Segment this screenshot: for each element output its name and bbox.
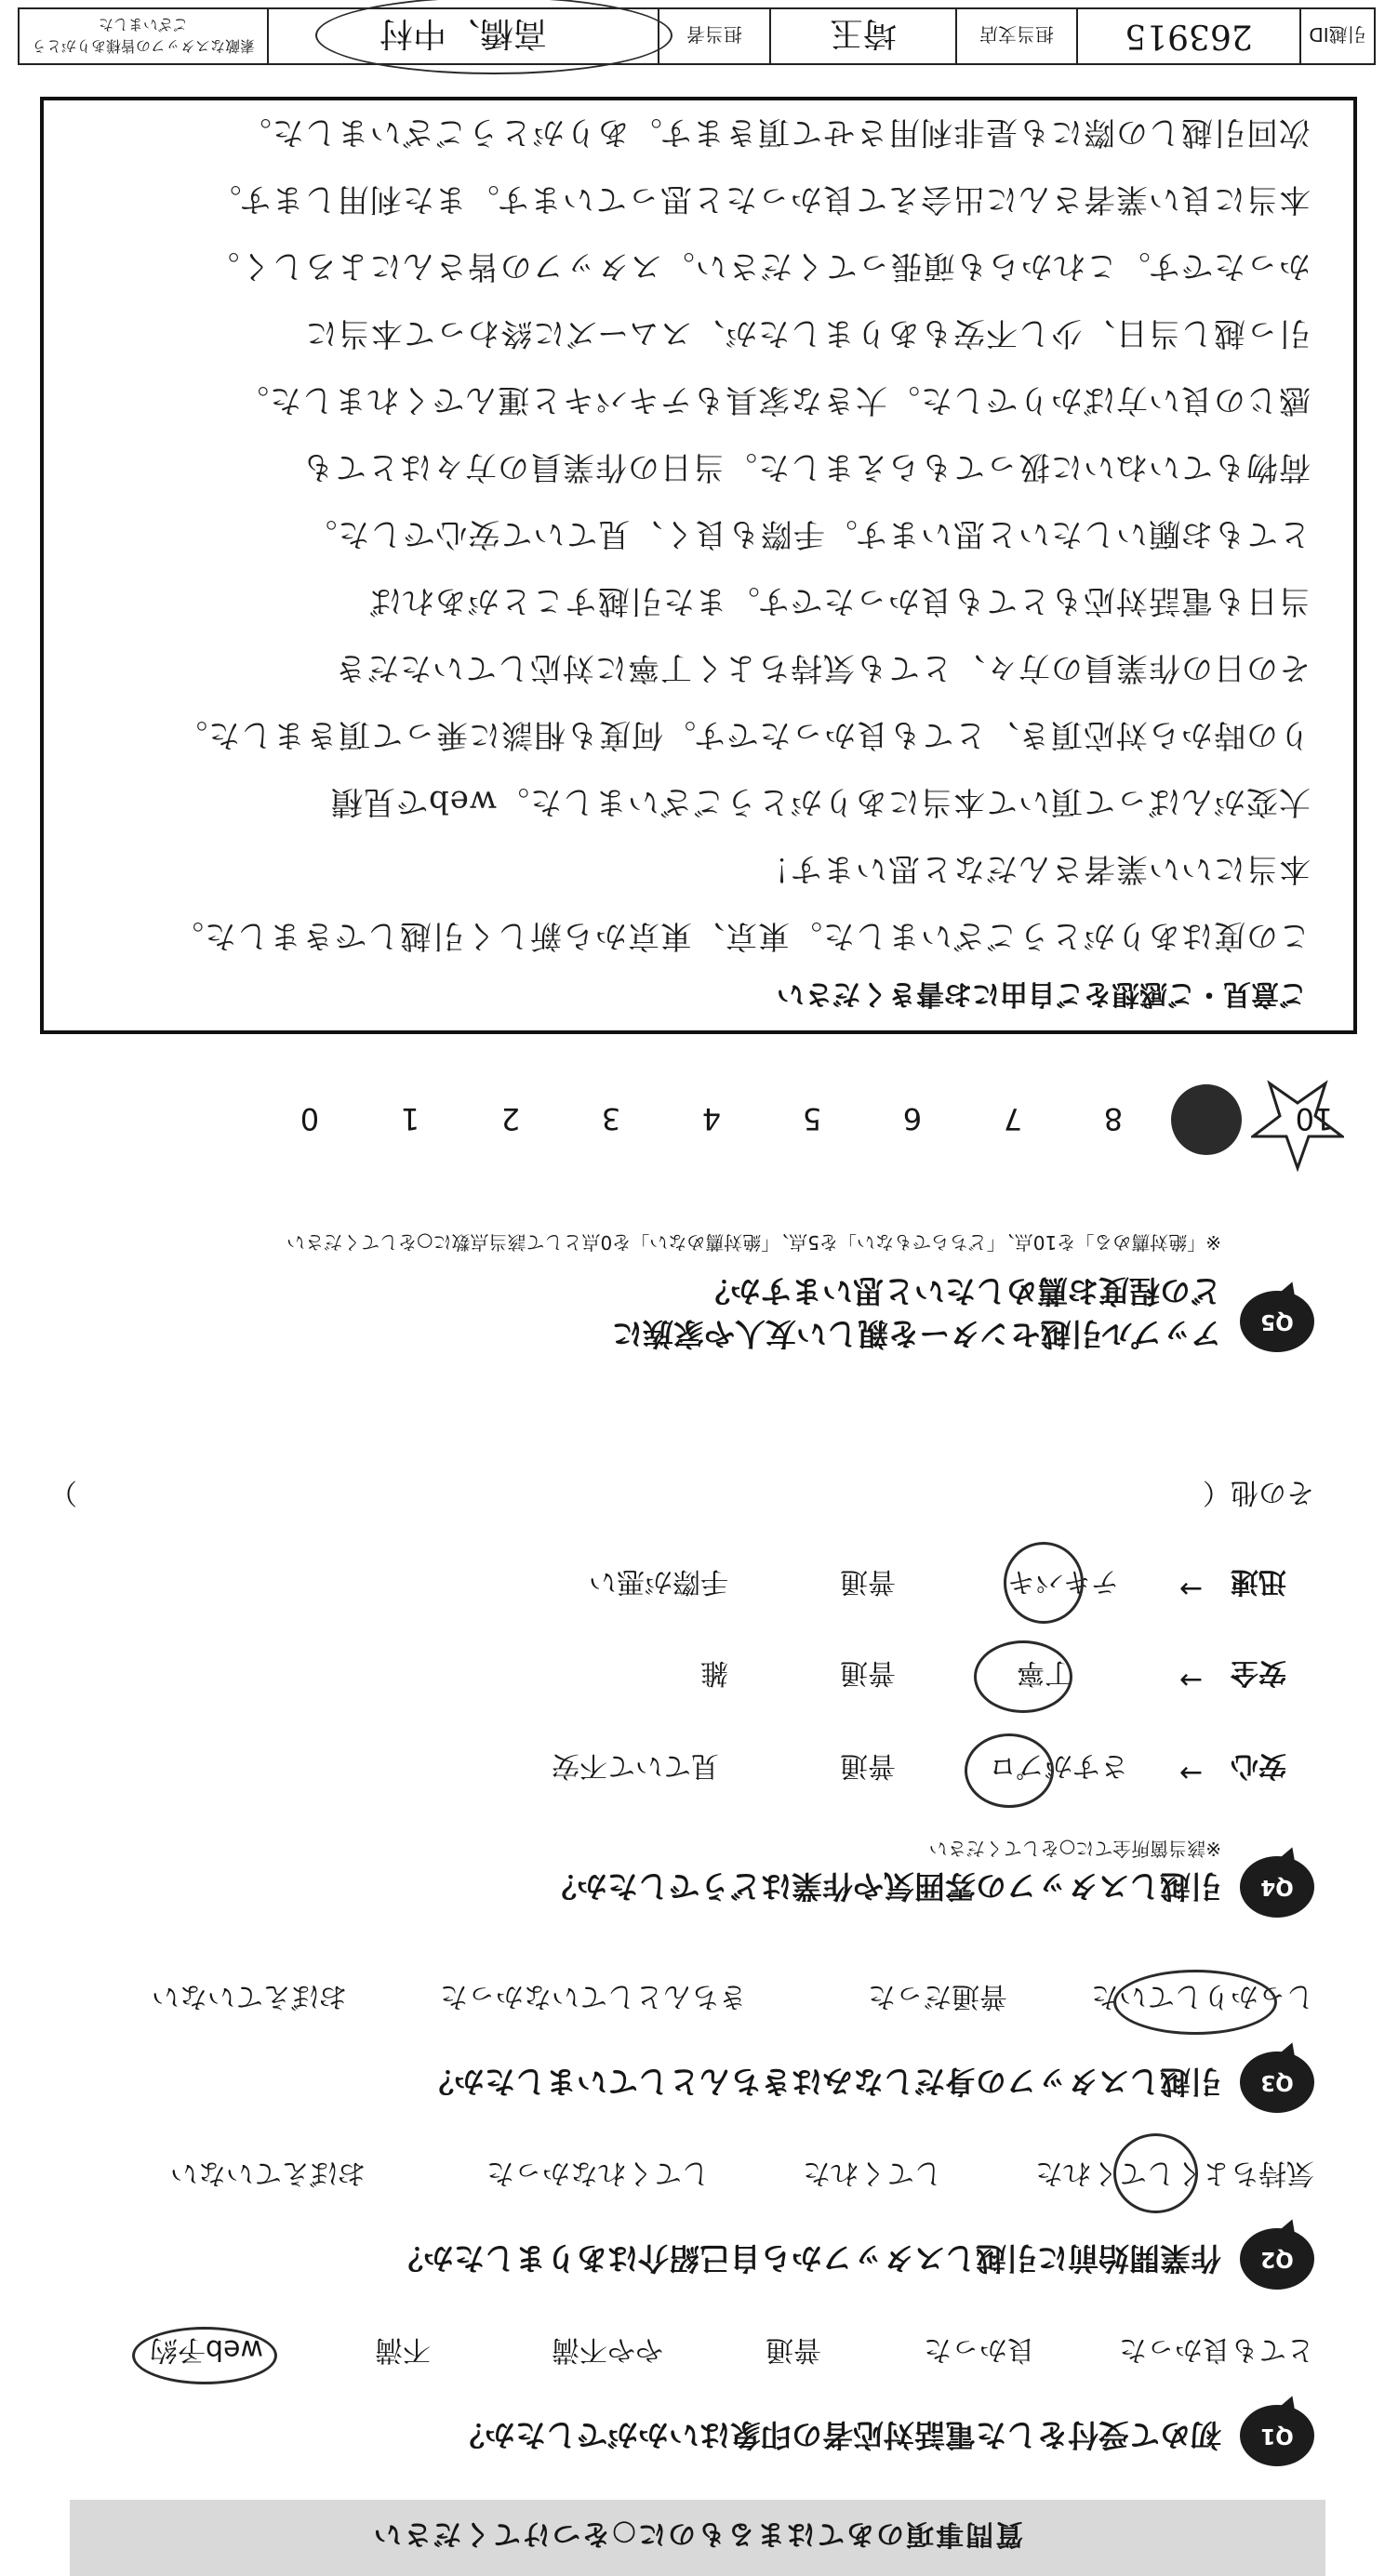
arrow-icon: → <box>1178 1573 1203 1605</box>
q5-scale-item[interactable]: 2 <box>500 1101 521 1136</box>
q1-option[interactable]: やや不満 <box>552 2333 663 2366</box>
q3-option[interactable]: きちんとしていなかった <box>440 1980 747 2012</box>
q2-question: 作業開始前に引越しスタッフから自己紹介はありましたか？ <box>393 2240 1221 2277</box>
q5-scale-item[interactable]: 8 <box>1103 1101 1124 1136</box>
q4-row-label: 安全 <box>1231 1656 1286 1689</box>
q5-scale-item[interactable]: 1 <box>400 1101 420 1136</box>
q3-option[interactable]: 普通だった <box>868 1980 1007 2012</box>
q4-other-label: その他（ <box>1203 1476 1314 1508</box>
move-id-value: 263915 <box>1076 9 1299 63</box>
q4-option[interactable]: 普通 <box>840 1749 896 1782</box>
comment-line: 本当に良い業者さんに出会えて良かったと思っています。また利用します。 <box>208 180 1311 218</box>
q5-scale-item[interactable]: 0 <box>300 1101 320 1136</box>
move-id-label: 引越ID <box>1299 9 1374 63</box>
answer-circle <box>132 2327 277 2384</box>
q2-option[interactable]: おぼえていない <box>170 2157 366 2189</box>
q1-option[interactable]: とても良かった <box>1119 2333 1314 2366</box>
comment-line: 引っ越し当日、少し不安もありましたが、スムーズに終わって本当に <box>304 314 1311 352</box>
q1-option[interactable]: 不満 <box>375 2333 431 2366</box>
branch-label: 担当支店 <box>955 9 1076 63</box>
q4-note: ※該当箇所全てに○をしてください <box>928 1838 1221 1860</box>
q4-row-label: 安心 <box>1231 1749 1286 1782</box>
q1-option[interactable]: 普通 <box>766 2333 821 2366</box>
q1-option[interactable]: 良かった <box>924 2333 1035 2366</box>
comment-line: その日の作業員の方々、とても気持ちよく丁寧に対応していただき <box>334 649 1311 686</box>
answer-circle <box>1113 2133 1198 2213</box>
arrow-icon: → <box>1178 1757 1203 1789</box>
instruction-text: 質問事項のあてはまるものに○をつけてください <box>371 2517 1024 2550</box>
comment-line: りの時から対応頂き、とても良かったです。何度も相談に乗って頂きました。 <box>175 716 1311 753</box>
q4-badge: Q4 <box>1240 1856 1314 1918</box>
branch-value: 埼玉 <box>769 9 955 63</box>
q5-scale-item[interactable]: 4 <box>701 1101 722 1136</box>
selected-score-mark <box>1171 1084 1242 1155</box>
star-icon <box>1251 1079 1344 1172</box>
person-label: 担当者 <box>658 9 769 63</box>
q4-option[interactable]: 普通 <box>840 1656 896 1689</box>
q4-option[interactable]: 手際が悪い <box>589 1565 728 1598</box>
comment-line: 本当にいい業者さんだなと思います！ <box>757 850 1311 887</box>
memo-note: 素敵なスタッフの皆様ありがとうございました <box>32 16 256 55</box>
comment-line: 荷物もていねいに扱ってもらえました。当日の作業員の方々はとても <box>301 448 1311 485</box>
q5-question-line2: どの程度お薦めしたいと思いますか？ <box>699 1273 1221 1309</box>
q5-scale-item[interactable]: 5 <box>802 1101 822 1136</box>
comment-line: 大変がんばって頂いて本当にありがとうございました。webで見積 <box>330 783 1311 820</box>
q5-note: ※「絶対薦める」を10点、「どちらでもない」を5点、「絶対薦めない」を0点として該当点数に○をしてください <box>286 1231 1221 1254</box>
comment-title: ご意見・ご感想をご自由にお書きください <box>777 977 1307 1010</box>
answer-circle <box>974 1640 1072 1713</box>
q4-question: 引越しスタッフの雰囲気や作業はどうでしたか？ <box>546 1868 1221 1905</box>
q4-option[interactable]: テキパキ <box>1007 1565 1119 1598</box>
q2-option[interactable]: 気持ちよくしてくれた <box>1035 2157 1314 2189</box>
q3-badge: Q3 <box>1240 2052 1314 2113</box>
answer-circle <box>965 1733 1054 1808</box>
person-value: 高橋、中村 <box>267 9 658 63</box>
q3-question: 引越しスタッフの身だしなみはきちんとしていましたか？ <box>423 2064 1221 2100</box>
q5-badge: Q5 <box>1240 1291 1314 1352</box>
q3-option[interactable]: おぼえていない <box>152 1980 347 2012</box>
q5-scale <box>87 1090 1334 1136</box>
comment-line: 次回引越しの際にも是非利用させて頂きます。ありがとうございました。 <box>238 113 1311 151</box>
comment-box <box>40 97 1357 1034</box>
q2-option[interactable]: してくれた <box>803 2157 942 2189</box>
q4-option[interactable]: 雑 <box>700 1656 728 1689</box>
comment-line: 感じの良い方ばかりでした。大きな家具もテキパキと運んでくれました。 <box>236 381 1311 418</box>
q4-row-label: 迅速 <box>1231 1565 1286 1598</box>
q3-option[interactable]: しっかりしていた <box>1091 1980 1314 2012</box>
comment-line: この度はありがとうございました。東京、東京から新しく引越しできました。 <box>171 917 1311 954</box>
comment-line: かったです。これからも頑張ってください。スタッフの皆さんによろしく。 <box>206 247 1311 285</box>
q1-badge: Q1 <box>1240 2405 1314 2466</box>
q1-option[interactable]: web予約 <box>149 2333 263 2366</box>
info-table <box>18 7 1376 65</box>
answer-circle <box>1004 1542 1084 1624</box>
arrow-icon: → <box>1178 1664 1203 1696</box>
q1-question: 初めて受付をした電話対応者の印象はいかがでしたか？ <box>454 2417 1221 2453</box>
answer-circle <box>1113 1970 1277 2035</box>
q5-question-line1: アップル引越センターを親しい友人や家族に <box>611 1316 1221 1352</box>
q5-scale-item[interactable]: 6 <box>902 1101 923 1136</box>
q4-option[interactable]: 見ていて不安 <box>552 1749 719 1782</box>
q5-scale-item[interactable]: 10 <box>1295 1101 1334 1136</box>
q4-option[interactable]: 丁寧 <box>1017 1656 1072 1689</box>
comment-line: 当日も電話対応もとても良かったです。また引越すことがあれば <box>368 582 1311 619</box>
q2-option[interactable]: してくれなかった <box>486 2157 710 2189</box>
q5-scale-item[interactable]: 3 <box>601 1101 621 1136</box>
q4-option[interactable]: さすがプロ <box>989 1749 1128 1782</box>
q4-other-close: ） <box>49 1476 77 1508</box>
q5-scale-item[interactable]: 7 <box>1003 1101 1023 1136</box>
q2-badge: Q2 <box>1240 2228 1314 2290</box>
comment-line: とてもお願いしたいと思います。手際も良く、見ていて安心でした。 <box>304 515 1311 552</box>
q4-option[interactable]: 普通 <box>840 1565 896 1598</box>
